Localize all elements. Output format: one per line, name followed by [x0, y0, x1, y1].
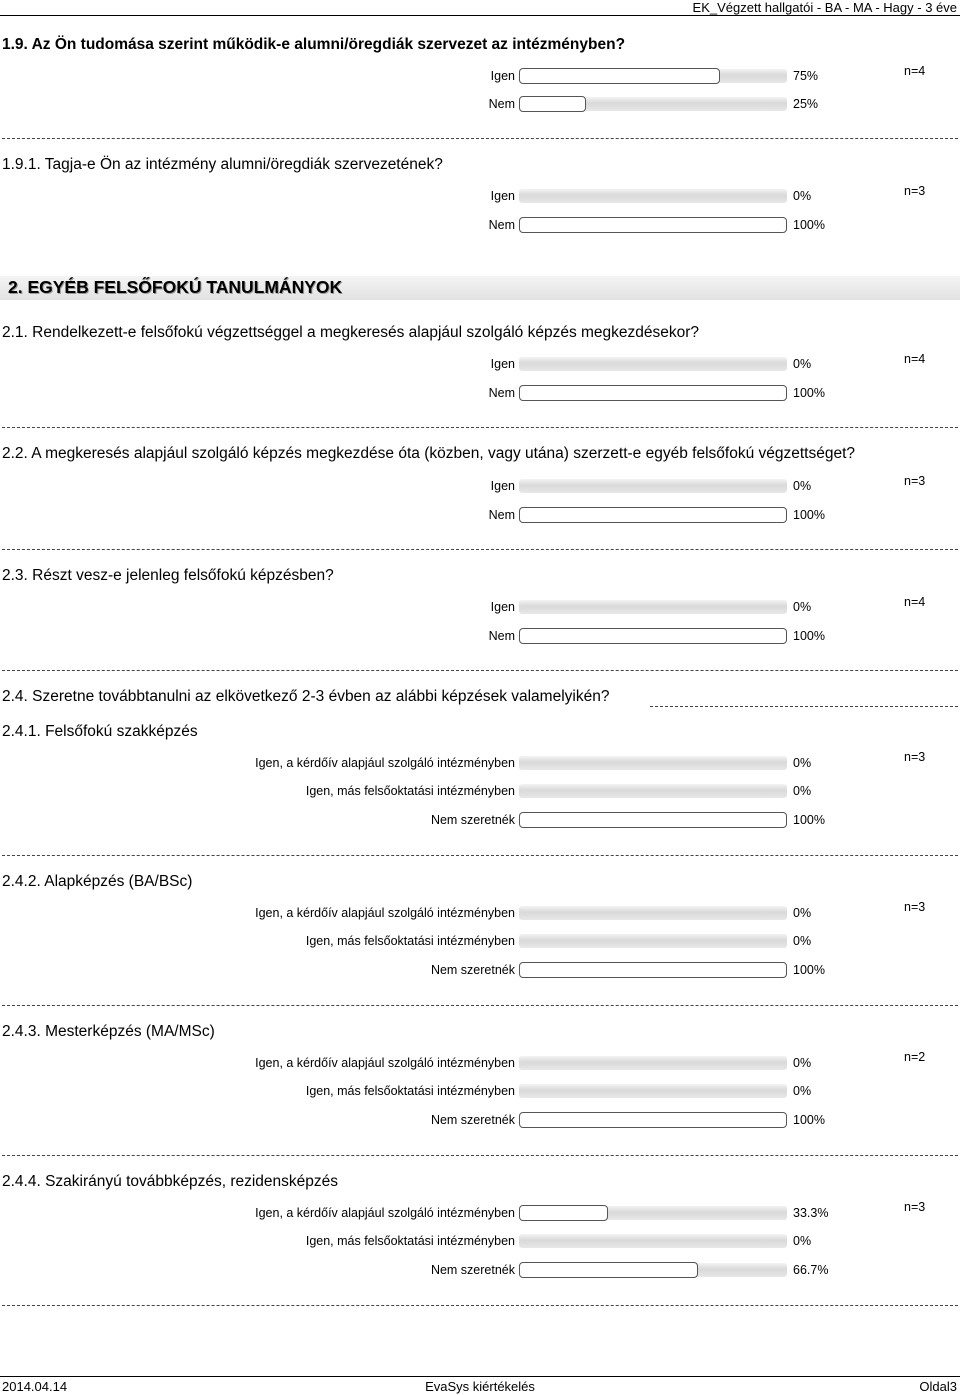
option-label: Nem szeretnék	[430, 1113, 515, 1127]
option-label: Igen, a kérdőív alapjául szolgáló intézményben	[255, 756, 515, 770]
bar-fill	[519, 68, 720, 84]
question-title: 2.4. Szeretne továbbtanulni az elkövetkező 2-3 évben az alábbi képzések valamelyikén?	[2, 688, 610, 705]
option-label: Nem	[488, 97, 515, 111]
option-label: Igen	[490, 479, 515, 493]
bar-fill	[519, 1262, 698, 1278]
response-count: n=4	[904, 352, 926, 366]
bar-track	[519, 479, 787, 493]
dashed-divider	[2, 855, 958, 856]
dashed-divider	[2, 670, 958, 671]
subquestion-title: 2.4.4. Szakirányú továbbképzés, rezidensképzés	[2, 1173, 339, 1190]
option-percent: 100%	[793, 963, 825, 977]
bar-track	[519, 813, 787, 827]
bar-track	[519, 386, 787, 400]
bar-fill	[519, 628, 787, 644]
option-percent: 25%	[793, 97, 819, 111]
option-percent: 66.7%	[793, 1263, 829, 1277]
option-label: Igen	[490, 600, 515, 614]
bar-track	[519, 963, 787, 977]
bar-track	[519, 784, 787, 798]
bar-fill	[519, 1112, 787, 1128]
bar-fill	[519, 385, 787, 401]
bar-track	[519, 1113, 787, 1127]
option-percent: 100%	[793, 813, 825, 827]
option-percent: 0%	[793, 1234, 812, 1248]
bar-fill	[519, 962, 787, 978]
page-number: Oldal3	[919, 1379, 957, 1394]
question-title: 2.2. A megkeresés alapjául szolgáló képzés megkezdése óta (közben, vagy utána) szerzett-e egyéb felsőfokú végzettséget?	[2, 445, 856, 462]
option-label: Nem szeretnék	[430, 963, 515, 977]
option-percent: 100%	[793, 629, 825, 643]
option-label: Igen	[490, 189, 515, 203]
dashed-divider	[2, 138, 958, 139]
section-title: 2. EGYÉB FELSŐFOKÚ TANULMÁNYOK	[8, 277, 343, 297]
option-percent: 0%	[793, 934, 812, 948]
header-divider	[0, 15, 960, 16]
subquestion-title: 2.4.3. Mesterképzés (MA/MSc)	[2, 1023, 215, 1040]
option-label: Igen, a kérdőív alapjául szolgáló intézményben	[255, 1056, 515, 1070]
bar-fill	[519, 1205, 608, 1221]
bar-track	[519, 906, 787, 920]
option-percent: 100%	[793, 218, 825, 232]
option-label: Igen, más felsőoktatási intézményben	[305, 934, 515, 948]
bar-track	[519, 97, 787, 111]
option-percent: 0%	[793, 479, 812, 493]
response-count: n=4	[904, 595, 926, 609]
dashed-divider	[2, 1305, 958, 1306]
bar-track	[519, 756, 787, 770]
response-count: n=3	[904, 750, 926, 764]
bar-track	[519, 934, 787, 948]
report-header-title: EK_Végzett hallgatói - BA - MA - Hagy - 3 éve	[692, 0, 957, 15]
bar-track	[519, 629, 787, 643]
bar-track	[519, 218, 787, 232]
bar-track	[519, 508, 787, 522]
bar-track	[519, 1084, 787, 1098]
response-count: n=3	[904, 184, 926, 198]
subquestion-title: 2.4.2. Alapképzés (BA/BSc)	[2, 873, 193, 890]
dashed-divider	[2, 1005, 958, 1006]
bar-fill	[519, 96, 586, 112]
option-percent: 100%	[793, 386, 825, 400]
bar-track	[519, 1234, 787, 1248]
dashed-divider	[2, 1155, 958, 1156]
option-label: Igen	[490, 69, 515, 83]
option-label: Igen, más felsőoktatási intézményben	[305, 784, 515, 798]
option-percent: 0%	[793, 357, 812, 371]
bar-track	[519, 600, 787, 614]
option-percent: 75%	[793, 69, 819, 83]
response-count: n=3	[904, 474, 926, 488]
option-percent: 0%	[793, 756, 812, 770]
option-percent: 0%	[793, 906, 812, 920]
bar-fill	[519, 217, 787, 233]
dashed-divider	[2, 427, 958, 428]
option-label: Nem	[488, 218, 515, 232]
response-count: n=2	[904, 1050, 926, 1064]
question-title: 2.3. Részt vesz-e jelenleg felsőfokú képzésben?	[2, 567, 334, 584]
response-count: n=4	[904, 64, 926, 78]
option-label: Nem szeretnék	[430, 813, 515, 827]
option-label: Nem	[488, 629, 515, 643]
bar-track	[519, 1206, 787, 1220]
question-title: 1.9.1. Tagja-e Ön az intézmény alumni/öregdiák szervezetének?	[2, 156, 443, 173]
option-label: Igen, a kérdőív alapjául szolgáló intézményben	[255, 906, 515, 920]
bar-fill	[519, 812, 787, 828]
footer-divider	[0, 1376, 960, 1377]
option-percent: 0%	[793, 1056, 812, 1070]
option-percent: 100%	[793, 508, 825, 522]
option-label: Nem	[488, 386, 515, 400]
option-label: Igen, a kérdőív alapjául szolgáló intézményben	[255, 1206, 515, 1220]
option-percent: 0%	[793, 600, 812, 614]
response-count: n=3	[904, 1200, 926, 1214]
question-title: 1.9. Az Ön tudomása szerint működik-e alumni/öregdiák szervezet az intézményben?	[2, 36, 626, 53]
footer-center-text: EvaSys kiértékelés	[425, 1379, 535, 1394]
option-percent: 0%	[793, 1084, 812, 1098]
bar-fill	[519, 507, 787, 523]
option-percent: 0%	[793, 784, 812, 798]
dashed-divider	[650, 706, 958, 707]
question-title: 2.1. Rendelkezett-e felsőfokú végzettséggel a megkeresés alapjául szolgáló képzés megkezdésekor?	[2, 324, 700, 341]
option-label: Igen	[490, 357, 515, 371]
footer-date: 2014.04.14	[2, 1379, 68, 1394]
dashed-divider	[2, 549, 958, 550]
subquestion-title: 2.4.1. Felsőfokú szakképzés	[2, 723, 198, 740]
option-percent: 33.3%	[793, 1206, 829, 1220]
bar-track	[519, 357, 787, 371]
bar-track	[519, 1056, 787, 1070]
option-percent: 0%	[793, 189, 812, 203]
bar-track	[519, 189, 787, 203]
option-label: Nem szeretnék	[430, 1263, 515, 1277]
option-percent: 100%	[793, 1113, 825, 1127]
option-label: Igen, más felsőoktatási intézményben	[305, 1234, 515, 1248]
bar-track	[519, 69, 787, 83]
option-label: Nem	[488, 508, 515, 522]
bar-track	[519, 1263, 787, 1277]
option-label: Igen, más felsőoktatási intézményben	[305, 1084, 515, 1098]
response-count: n=3	[904, 900, 926, 914]
